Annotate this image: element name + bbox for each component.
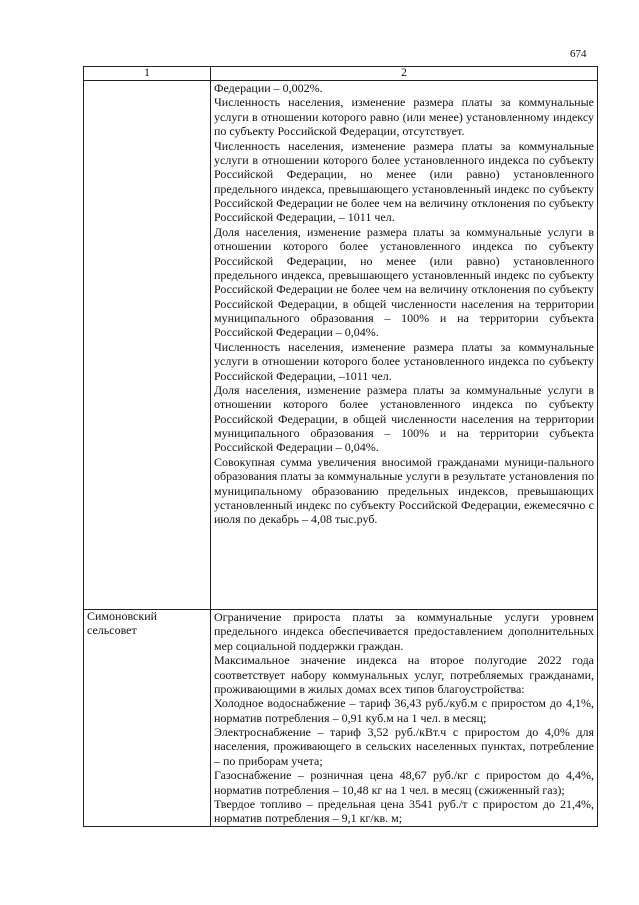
paragraph: Федерации – 0,002%. xyxy=(214,81,323,95)
table-header-row xyxy=(84,67,598,81)
paragraph: Твердое топливо – предельная цена 3541 руб./т с приростом до 21,4%, норматив потребления – 9,1 кг/кв. м; xyxy=(214,796,594,826)
column-header-1: 1 xyxy=(84,67,211,81)
paragraph: Электроснабжение – тариф 3,52 руб./кВт.ч с приростом до 4,0% для населения, проживающего в сельских населенных пунктах, потребление – по приборам учета; xyxy=(214,725,594,768)
paragraph: Численность населения, изменение размера платы за коммунальные услуги в отношении которого более установленного индекса по субъекту Российской Федерации, –1011 чел. xyxy=(214,339,594,383)
paragraph: Доля населения, изменение размера платы за коммунальные услуги в отношении которого более установленного индекса по субъекту Российской Федерации, но менее (или равно) установленного предельного индекса, превышающего установленный индекс по субъекту Российской Федерации не более чем на величину отклонения по субъекту Российской Федерации, в общей численности населения на территории муниципального образования – 100% и на территории субъекта Российской Федерации – 0,04%. xyxy=(214,224,594,340)
paragraph: Численность населения, изменение размера платы за коммунальные услуги в отношении которого более установленного индекса по субъекту Российской Федерации, но менее (или равно) установленного предельного индекса, превышающего установленный индекс по субъекту Российской Федерации не более чем на величину отклонения по субъекту Российской Федерации, – 1011 чел. xyxy=(214,138,594,225)
paragraph: Доля населения, изменение размера платы за коммунальные услуги в отношении которого более установленного индекса по субъекту Российской Федерации, в общей численности населения на территории муниципального образования – 100% и на территории субъекта Российской Федерации – 0,04%. xyxy=(214,382,594,455)
document-table xyxy=(83,66,598,827)
paragraph: Максимальное значение индекса на второе полугодие 2022 года соответствует набору коммунальных услуг, потребляемых гражданами, проживающими в жилых домах всех типов благоустройства: xyxy=(214,653,594,696)
municipality-cell xyxy=(84,81,211,610)
paragraph: Газоснабжение – розничная цена 48,67 руб./кг с приростом до 4,4%, норматив потребления – 10,48 кг на 1 чел. в месяц (сжиженный газ); xyxy=(214,768,594,797)
description-cell xyxy=(211,610,598,827)
table-row xyxy=(84,610,598,827)
description-cell xyxy=(211,81,598,610)
paragraph: Совокупная сумма увеличения вносимой гражданами муници-пального образования платы за коммунальные услуги в результате установления по муниципальному образованию предельных индексов, превышающих установленный индекс по субъекту Российской Федерации, ежемесячно с июля по декабрь – 4,08 тыс.руб. xyxy=(214,454,594,527)
paragraph: Численность населения, изменение размера платы за коммунальные услуги в отношении которого равно (или менее) установленному индексу по субъекту Российской Федерации, отсутствует. xyxy=(214,95,594,139)
municipality-cell: Симоновский сельсовет xyxy=(84,610,211,827)
table-row xyxy=(84,81,598,610)
paragraph: Ограничение прироста платы за коммунальные услуги уровнем предельного индекса обеспечивается предоставлением дополнительных мер социальной поддержки граждан. xyxy=(214,610,594,653)
column-header-2: 2 xyxy=(211,67,598,81)
page-number: 674 xyxy=(570,48,587,60)
paragraph: Холодное водоснабжение – тариф 36,43 руб./куб.м с приростом до 4,1%, норматив потребления – 0,91 куб.м на 1 чел. в месяц; xyxy=(214,696,594,725)
